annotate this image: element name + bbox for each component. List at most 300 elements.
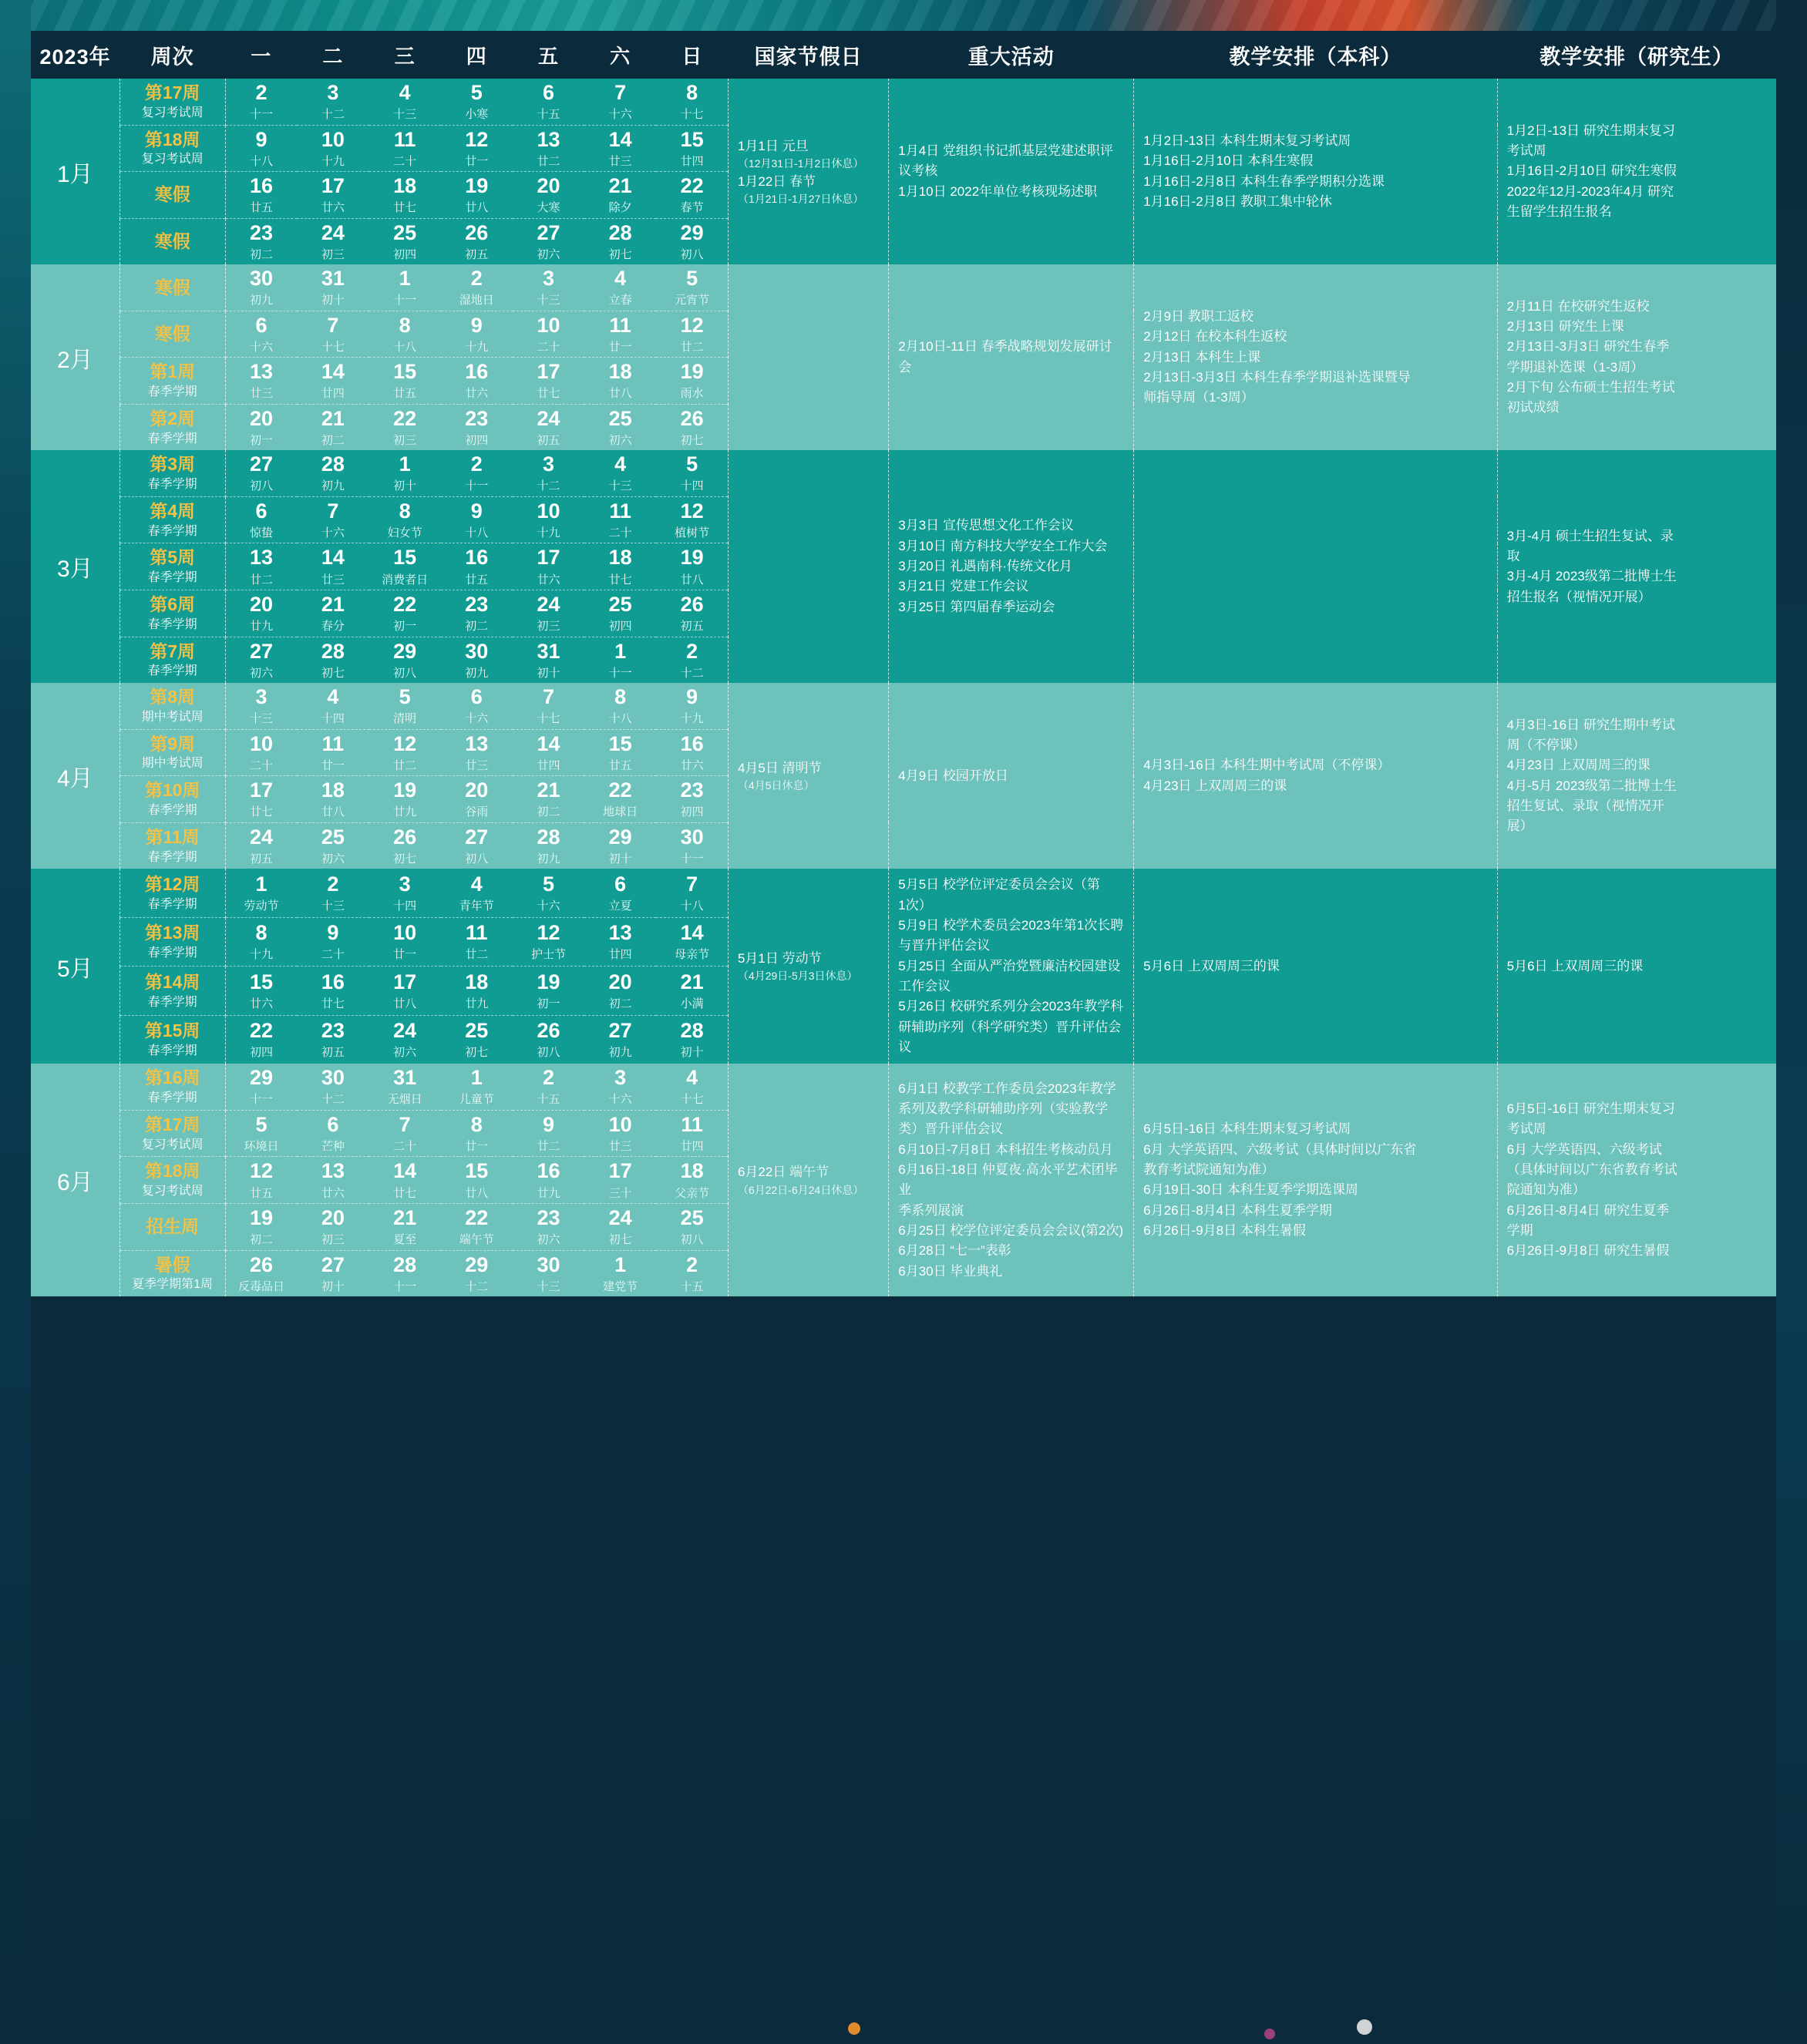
week-title: 寒假 <box>154 324 190 345</box>
national-holiday-cell <box>728 869 888 1064</box>
teaching-grad-cell-line: 生留学生招生报名 <box>1506 204 1612 220</box>
day-cell <box>584 1064 656 1110</box>
day-number: 6 <box>542 81 554 104</box>
day-cell <box>369 917 441 967</box>
day-cell <box>584 776 656 823</box>
teaching-grad-cell-line: 招生报名（视情况开展） <box>1506 589 1651 604</box>
major-events-cell-line: 4月9日 校园开放日 <box>898 768 1008 783</box>
teaching-grad-cell-line: 3月-4月 2023级第二批博士生 <box>1506 569 1677 584</box>
day-number: 3 <box>542 267 554 291</box>
teaching-undergrad-cell-line: 6月19日-30日 本科生夏季学期选课周 <box>1143 1182 1358 1198</box>
day-cell <box>369 776 441 823</box>
day-number: 16 <box>680 731 704 755</box>
day-number: 20 <box>465 778 489 802</box>
day-number: 17 <box>249 778 273 802</box>
teaching-undergrad-cell <box>1134 869 1497 1064</box>
day-number: 24 <box>393 1019 417 1043</box>
day-cell <box>225 967 297 1016</box>
day-number: 13 <box>249 546 273 570</box>
day-lunar-label: 小寒 <box>465 108 489 122</box>
day-number: 17 <box>608 1159 632 1183</box>
day-number: 2 <box>686 639 698 663</box>
day-number: 1 <box>399 267 411 291</box>
day-number: 9 <box>470 313 483 337</box>
day-cell <box>441 917 513 967</box>
day-lunar-label: 青年节 <box>459 899 494 913</box>
day-lunar-label: 初三 <box>321 247 345 261</box>
day-cell <box>513 264 584 311</box>
day-cell <box>297 218 368 264</box>
day-lunar-label: 廿六 <box>249 997 273 1010</box>
day-number: 4 <box>686 1066 698 1090</box>
day-number: 25 <box>608 406 632 430</box>
day-number: 20 <box>321 1206 345 1230</box>
day-cell <box>584 264 656 311</box>
day-cell <box>513 496 584 543</box>
calendar-week-row <box>31 264 1776 311</box>
day-lunar-label: 初二 <box>608 997 632 1010</box>
day-cell <box>369 637 441 683</box>
teaching-grad-cell-line: 4月3日-16日 研究生期中考试 <box>1506 717 1675 732</box>
day-cell <box>225 172 297 219</box>
day-cell <box>656 1015 728 1064</box>
week-subtitle: 春季学期 <box>147 524 197 538</box>
major-events-cell <box>889 264 1134 450</box>
day-number: 28 <box>321 639 345 663</box>
day-cell <box>584 637 656 683</box>
calendar-week-row <box>31 869 1776 917</box>
teaching-undergrad-cell <box>1134 1064 1497 1296</box>
week-label-cell <box>119 729 225 776</box>
header-weekday-mon: 一 <box>225 31 297 79</box>
day-lunar-label: 廿三 <box>321 573 345 587</box>
day-lunar-label: 十八 <box>680 899 704 913</box>
day-lunar-label: 十一 <box>608 666 632 680</box>
day-number: 29 <box>465 1252 489 1276</box>
day-lunar-label: 初七 <box>608 247 632 261</box>
day-lunar-label: 初五 <box>680 620 704 634</box>
day-cell <box>441 967 513 1016</box>
day-cell <box>584 1015 656 1064</box>
day-lunar-label: 十九 <box>249 948 273 962</box>
day-lunar-label: 十七 <box>680 108 704 122</box>
day-lunar-label: 母亲节 <box>675 948 710 962</box>
day-cell <box>584 1204 656 1251</box>
day-number: 27 <box>608 1019 632 1043</box>
day-cell <box>513 1157 584 1204</box>
week-title: 第1周 <box>150 361 196 382</box>
day-number: 24 <box>537 593 560 617</box>
week-subtitle: 春季学期 <box>147 850 197 864</box>
teaching-grad-cell-line: 学期 <box>1506 1222 1533 1238</box>
week-label-cell <box>119 967 225 1016</box>
day-lunar-label: 十九 <box>465 340 489 354</box>
day-cell <box>441 590 513 637</box>
day-cell <box>656 917 728 967</box>
day-cell <box>513 1204 584 1251</box>
day-cell <box>513 590 584 637</box>
day-lunar-label: 廿八 <box>608 387 632 401</box>
header-weekday-thu: 四 <box>441 31 513 79</box>
day-cell <box>656 311 728 358</box>
holiday-line: 5月1日 劳动节 <box>737 950 822 966</box>
teaching-grad-cell-line: 考试周 <box>1506 1121 1546 1137</box>
day-number: 29 <box>249 1066 273 1090</box>
day-number: 21 <box>393 1206 417 1230</box>
day-cell <box>225 869 297 917</box>
day-lunar-label: 初十 <box>680 1046 704 1060</box>
day-number: 5 <box>542 872 554 896</box>
day-cell <box>513 404 584 450</box>
day-number: 9 <box>327 921 339 945</box>
day-number: 13 <box>465 731 489 755</box>
day-lunar-label: 十六 <box>537 899 560 913</box>
day-number: 27 <box>537 220 560 244</box>
week-label-cell <box>119 79 225 125</box>
day-lunar-label: 环境日 <box>244 1139 279 1153</box>
day-lunar-label: 十二 <box>321 108 345 122</box>
day-number: 1 <box>470 1066 483 1090</box>
day-number: 30 <box>465 639 489 663</box>
day-number: 14 <box>321 360 345 384</box>
day-number: 22 <box>393 406 417 430</box>
day-number: 13 <box>321 1159 345 1183</box>
day-cell <box>297 404 368 450</box>
day-cell <box>225 496 297 543</box>
day-cell <box>584 404 656 450</box>
teaching-undergrad-cell <box>1134 79 1497 264</box>
day-lunar-label: 十八 <box>249 154 273 168</box>
week-title: 第3周 <box>150 454 196 475</box>
day-lunar-label: 廿五 <box>249 201 273 215</box>
decorative-dot <box>848 2022 860 2035</box>
week-subtitle: 春季学期 <box>147 478 197 492</box>
day-cell <box>656 358 728 405</box>
day-cell <box>441 1064 513 1110</box>
day-cell <box>297 729 368 776</box>
day-cell <box>441 79 513 125</box>
day-number: 31 <box>393 1066 417 1090</box>
day-cell <box>297 1015 368 1064</box>
day-number: 6 <box>614 872 627 896</box>
day-cell <box>369 1250 441 1296</box>
day-lunar-label: 十三 <box>393 108 417 122</box>
day-number: 4 <box>327 685 339 709</box>
day-lunar-label: 廿三 <box>608 154 632 168</box>
day-lunar-label: 初八 <box>680 247 704 261</box>
teaching-undergrad-cell-line: 2月12日 在校本科生返校 <box>1143 329 1287 345</box>
day-number: 26 <box>680 406 704 430</box>
day-number: 17 <box>537 546 560 570</box>
week-subtitle: 复习考试周 <box>141 1185 204 1198</box>
day-cell <box>369 1064 441 1110</box>
day-lunar-label: 初六 <box>321 852 345 866</box>
day-number: 23 <box>465 593 489 617</box>
day-cell <box>225 264 297 311</box>
day-cell <box>225 590 297 637</box>
day-number: 9 <box>542 1112 554 1136</box>
day-cell <box>297 450 368 496</box>
day-number: 20 <box>249 593 273 617</box>
day-number: 20 <box>608 970 632 993</box>
day-number: 2 <box>327 872 339 896</box>
day-cell <box>225 358 297 405</box>
major-events-cell-line: 1月4日 党组织书记抓基层党建述职评 <box>898 143 1113 159</box>
day-number: 12 <box>680 313 704 337</box>
day-cell <box>584 729 656 776</box>
day-cell <box>369 450 441 496</box>
day-cell <box>513 917 584 967</box>
day-lunar-label: 三十 <box>608 1186 632 1200</box>
day-cell <box>441 358 513 405</box>
day-cell <box>584 1250 656 1296</box>
day-number: 17 <box>393 970 417 993</box>
table-body <box>31 79 1776 1296</box>
day-number: 9 <box>255 127 268 151</box>
day-cell <box>584 967 656 1016</box>
day-cell <box>513 79 584 125</box>
day-cell <box>441 729 513 776</box>
day-lunar-label: 初二 <box>249 1233 273 1247</box>
week-title: 寒假 <box>154 231 190 252</box>
day-lunar-label: 十四 <box>680 479 704 493</box>
day-cell <box>584 450 656 496</box>
teaching-grad-cell <box>1497 450 1776 683</box>
day-cell <box>441 496 513 543</box>
day-lunar-label: 立春 <box>608 294 632 308</box>
day-cell <box>369 1157 441 1204</box>
major-events-cell-line: 6月30日 毕业典礼 <box>898 1263 1003 1279</box>
teaching-undergrad-cell-line: 师指导周（1-3周） <box>1143 390 1254 405</box>
major-events-cell-line: 6月25日 校学位评定委员会会议(第2次) <box>898 1222 1124 1238</box>
teaching-undergrad-cell <box>1134 264 1497 450</box>
decorative-footer <box>0 2013 1807 2044</box>
national-holiday-cell <box>728 1064 888 1296</box>
day-number: 23 <box>465 406 489 430</box>
day-cell <box>369 79 441 125</box>
major-events-cell-line: 议 <box>898 1040 912 1055</box>
major-events-cell-line: 会 <box>898 359 912 375</box>
day-cell <box>513 683 584 729</box>
day-lunar-label: 初一 <box>393 620 417 634</box>
week-title: 寒假 <box>154 184 190 205</box>
day-lunar-label: 初三 <box>321 1233 345 1247</box>
day-number: 5 <box>686 267 698 291</box>
day-number: 26 <box>537 1019 560 1043</box>
day-number: 2 <box>470 267 483 291</box>
month-label: 1月 <box>56 161 93 187</box>
day-number: 27 <box>321 1252 345 1276</box>
day-number: 19 <box>465 174 489 198</box>
day-lunar-label: 十九 <box>537 526 560 540</box>
day-number: 25 <box>608 593 632 617</box>
day-number: 30 <box>249 267 273 291</box>
day-lunar-label: 廿九 <box>537 1186 560 1200</box>
week-subtitle: 春季学期 <box>147 1091 197 1105</box>
teaching-undergrad-cell-line: 2月9日 教职工返校 <box>1143 308 1253 324</box>
teaching-grad-cell-line: 4月-5月 2023级第二批博士生 <box>1506 778 1677 793</box>
day-lunar-label: 初十 <box>321 294 345 308</box>
day-lunar-label: 初九 <box>321 479 345 493</box>
day-number: 22 <box>465 1206 489 1230</box>
day-lunar-label: 初七 <box>321 666 345 680</box>
day-number: 27 <box>465 825 489 849</box>
day-cell <box>369 1110 441 1157</box>
week-label-cell <box>119 1015 225 1064</box>
day-lunar-label: 初七 <box>608 1233 632 1247</box>
day-number: 19 <box>249 1206 273 1230</box>
day-lunar-label: 初三 <box>537 620 560 634</box>
day-lunar-label: 二十 <box>249 758 273 772</box>
day-cell <box>369 404 441 450</box>
day-cell <box>441 1157 513 1204</box>
day-lunar-label: 初一 <box>249 433 273 447</box>
week-subtitle: 夏季学期第1周 <box>132 1278 214 1292</box>
day-number: 15 <box>249 970 273 993</box>
day-lunar-label: 初六 <box>608 433 632 447</box>
day-cell <box>225 1157 297 1204</box>
teaching-undergrad-cell-line: 4月23日 上双周周三的课 <box>1143 778 1287 793</box>
day-lunar-label: 端午节 <box>459 1233 494 1247</box>
header-week: 周次 <box>119 31 225 79</box>
day-number: 19 <box>537 970 560 993</box>
day-cell <box>584 1110 656 1157</box>
week-title: 第17周 <box>144 82 200 103</box>
day-number: 30 <box>680 825 704 849</box>
day-cell <box>441 1015 513 1064</box>
day-number: 8 <box>255 921 268 945</box>
day-lunar-label: 二十 <box>608 526 632 540</box>
day-cell <box>369 496 441 543</box>
major-events-cell-line: 3月20日 礼遇南科·传统文化月 <box>898 559 1072 574</box>
week-title: 第12周 <box>144 873 200 894</box>
teaching-grad-cell-line: 2月11日 在校研究生返校 <box>1506 298 1650 314</box>
week-label-cell <box>119 1204 225 1251</box>
day-lunar-label: 十二 <box>465 1279 489 1293</box>
day-cell <box>225 822 297 869</box>
day-cell <box>441 1250 513 1296</box>
day-cell <box>369 1015 441 1064</box>
teaching-grad-cell-line: 1月16日-2月10日 研究生寒假 <box>1506 163 1677 179</box>
day-cell <box>584 125 656 172</box>
day-cell <box>297 637 368 683</box>
day-number: 24 <box>321 220 345 244</box>
day-number: 8 <box>614 685 627 709</box>
day-number: 24 <box>249 825 273 849</box>
day-cell <box>441 172 513 219</box>
major-events-cell <box>889 869 1134 1064</box>
major-events-cell-line: 6月28日 “七一”表彰 <box>898 1243 1011 1259</box>
day-lunar-label: 初二 <box>465 620 489 634</box>
day-cell <box>225 1015 297 1064</box>
day-cell <box>656 543 728 590</box>
teaching-undergrad-cell-line: 6月26日-9月8日 本科生暑假 <box>1143 1222 1306 1238</box>
day-cell <box>297 590 368 637</box>
day-lunar-label: 廿一 <box>465 154 489 168</box>
day-cell <box>369 729 441 776</box>
day-number: 20 <box>537 174 560 198</box>
day-lunar-label: 廿九 <box>249 620 273 634</box>
day-lunar-label: 初二 <box>249 247 273 261</box>
week-label-cell <box>119 822 225 869</box>
day-lunar-label: 廿二 <box>393 758 417 772</box>
day-number: 18 <box>393 174 417 198</box>
major-events-cell-line: 6月16日-18日 仲夏夜·高水平艺术团毕业 <box>898 1162 1118 1198</box>
holiday-line: 1月22日 春节 <box>737 173 816 189</box>
day-cell <box>441 218 513 264</box>
day-number: 12 <box>680 499 704 523</box>
week-subtitle: 春季学期 <box>147 946 197 960</box>
day-lunar-label: 十七 <box>537 712 560 726</box>
day-number: 6 <box>470 685 483 709</box>
day-number: 14 <box>608 127 632 151</box>
day-cell <box>513 1110 584 1157</box>
day-number: 7 <box>614 81 627 104</box>
week-label-cell <box>119 218 225 264</box>
teaching-undergrad-cell-line: 4月3日-16日 本科生期中考试周（不停课） <box>1143 758 1391 773</box>
day-cell <box>369 869 441 917</box>
day-lunar-label: 建党节 <box>603 1279 638 1293</box>
day-lunar-label: 初七 <box>393 852 417 866</box>
week-label-cell <box>119 1110 225 1157</box>
day-number: 9 <box>686 685 698 709</box>
major-events-cell <box>889 450 1134 683</box>
header-weekday-sat: 六 <box>584 31 656 79</box>
day-cell <box>584 218 656 264</box>
header-teaching-grad: 教学安排（研究生） <box>1497 31 1776 79</box>
day-number: 18 <box>680 1159 704 1183</box>
header-year: 2023年 <box>31 31 119 79</box>
week-subtitle: 春季学期 <box>147 897 197 911</box>
day-lunar-label: 初四 <box>608 620 632 634</box>
day-cell <box>656 590 728 637</box>
day-cell <box>225 917 297 967</box>
day-lunar-label: 小满 <box>680 997 704 1010</box>
day-number: 8 <box>470 1112 483 1136</box>
day-lunar-label: 十六 <box>465 712 489 726</box>
major-events-cell <box>889 683 1134 869</box>
day-cell <box>225 683 297 729</box>
day-number: 7 <box>327 499 339 523</box>
day-lunar-label: 初六 <box>537 1233 560 1247</box>
day-lunar-label: 十三 <box>608 479 632 493</box>
major-events-cell-line: 5月5日 校学位评定委员会会议（第 <box>898 877 1100 893</box>
holiday-line: （6月22日-6月24日休息） <box>737 1183 864 1196</box>
week-label-cell <box>119 358 225 405</box>
day-number: 2 <box>686 1252 698 1276</box>
day-lunar-label: 廿六 <box>321 1186 345 1200</box>
day-number: 2 <box>470 452 483 476</box>
day-number: 8 <box>686 81 698 104</box>
day-lunar-label: 廿四 <box>680 1139 704 1153</box>
day-cell <box>584 590 656 637</box>
decorative-top-band <box>0 0 1807 31</box>
teaching-grad-cell-line: 院通知为准） <box>1506 1182 1586 1198</box>
teaching-undergrad-cell-line: 5月6日 上双周周三的课 <box>1143 958 1280 973</box>
day-number: 21 <box>537 778 560 802</box>
day-lunar-label: 十一 <box>680 852 704 866</box>
day-number: 8 <box>399 499 411 523</box>
major-events-cell-line: 3月10日 南方科技大学安全工作大会 <box>898 538 1108 553</box>
day-lunar-label: 初七 <box>465 1046 489 1060</box>
day-number: 15 <box>465 1159 489 1183</box>
week-label-cell <box>119 125 225 172</box>
day-cell <box>225 1110 297 1157</box>
day-cell <box>297 776 368 823</box>
day-cell <box>441 311 513 358</box>
day-cell <box>513 543 584 590</box>
day-lunar-label: 十四 <box>393 899 417 913</box>
